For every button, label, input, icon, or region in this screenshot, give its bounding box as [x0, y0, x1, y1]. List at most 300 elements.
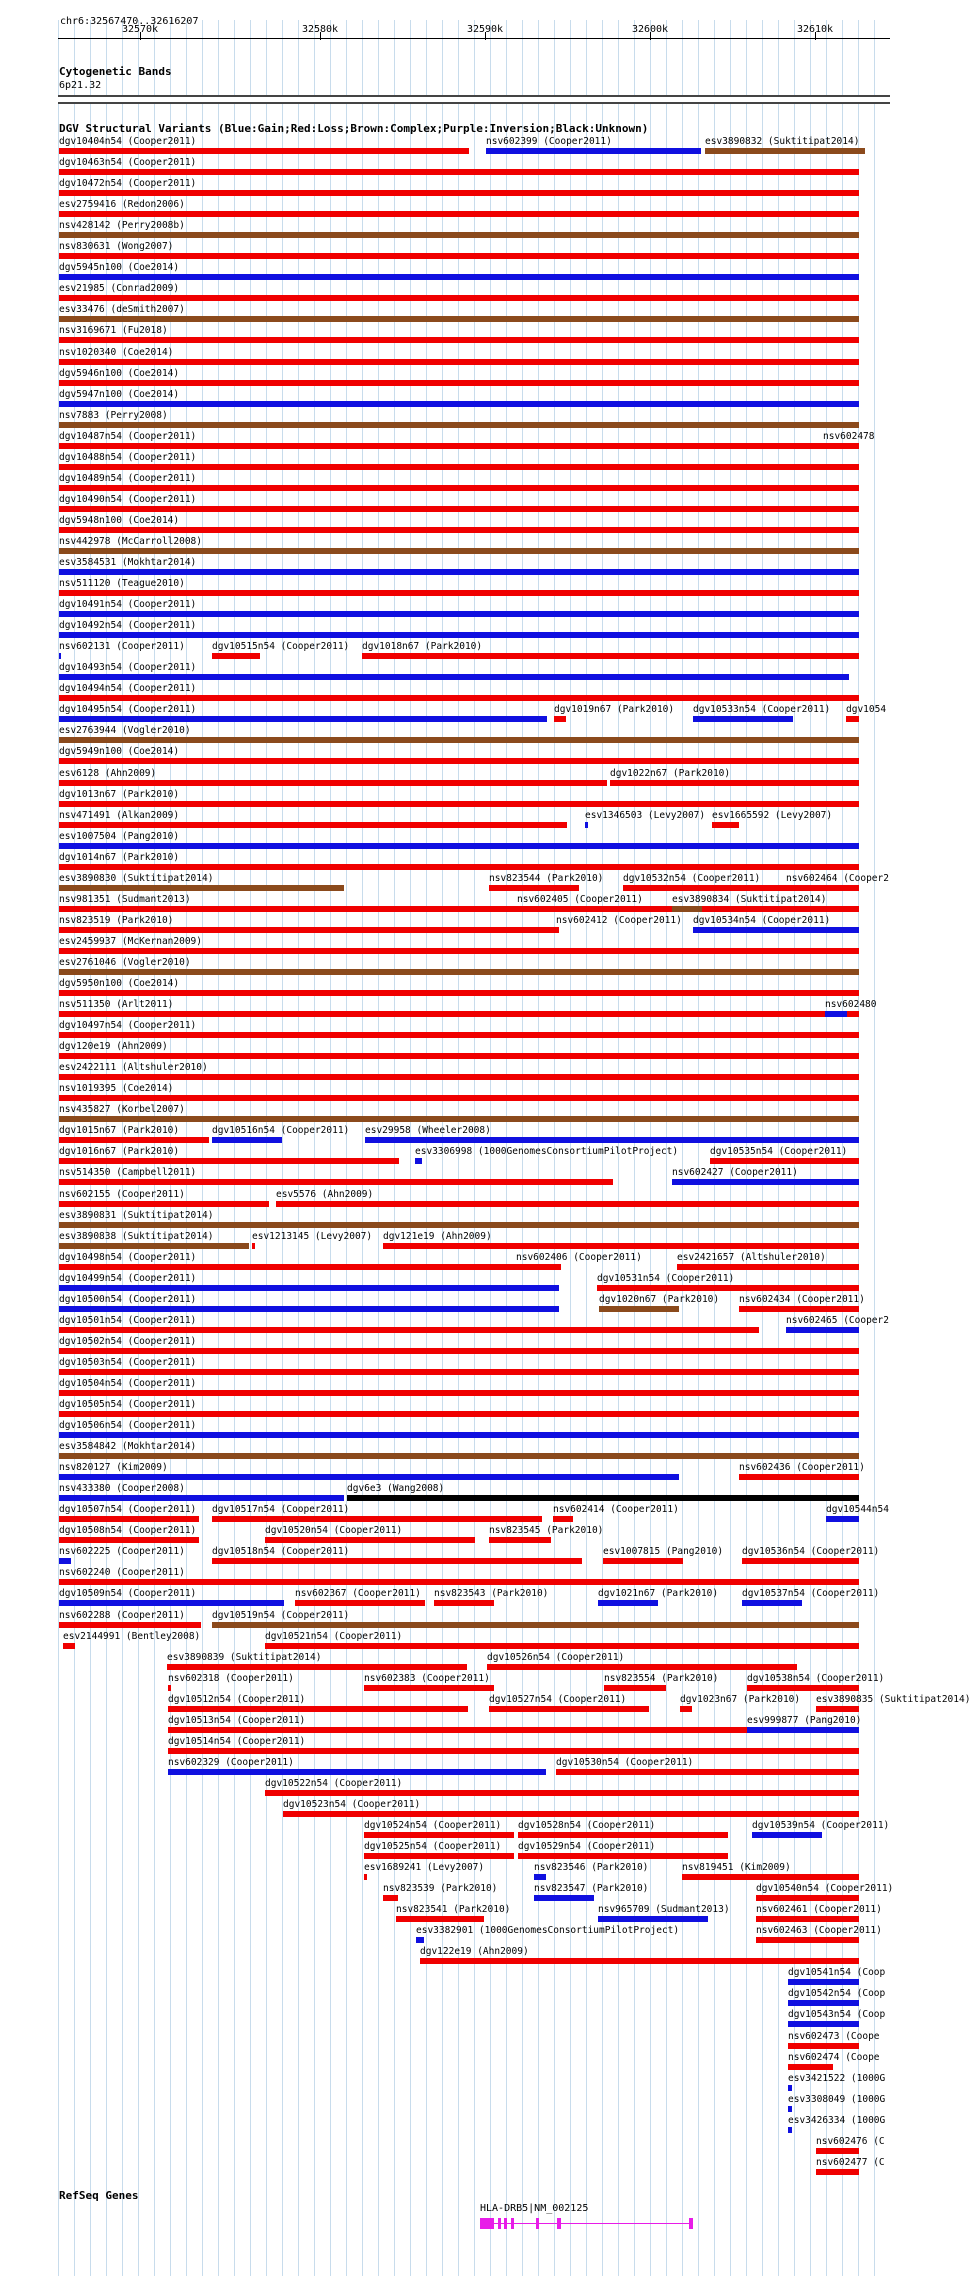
sv-feature-bar[interactable]	[59, 1453, 859, 1459]
gene-exon[interactable]	[536, 2218, 539, 2229]
sv-feature-bar[interactable]	[747, 1727, 859, 1733]
sv-feature-bar[interactable]	[167, 1664, 467, 1670]
sv-feature-bar[interactable]	[59, 1474, 679, 1480]
sv-feature-label[interactable]: nsv1020340 (Coe2014)	[59, 346, 174, 358]
sv-feature-label[interactable]: dgv10529n54 (Cooper2011)	[518, 1841, 656, 1853]
sv-feature-bar[interactable]	[276, 1201, 859, 1207]
sv-feature-bar[interactable]	[487, 1664, 797, 1670]
sv-feature-bar[interactable]	[788, 1979, 859, 1985]
sv-feature-label[interactable]: dgv10532n54 (Cooper2011)	[623, 872, 761, 884]
sv-feature-label[interactable]: dgv10507n54 (Cooper2011)	[59, 1504, 197, 1516]
sv-feature-bar[interactable]	[59, 422, 859, 428]
sv-feature-bar[interactable]	[742, 1600, 802, 1606]
sv-feature-bar[interactable]	[486, 148, 701, 154]
sv-feature-bar[interactable]	[597, 1285, 859, 1291]
sv-feature-label[interactable]: nsv514350 (Campbell2011)	[59, 1167, 197, 1179]
sv-feature-label[interactable]: dgv10491n54 (Cooper2011)	[59, 599, 197, 611]
sv-feature-label[interactable]: nsv823539 (Park2010)	[383, 1883, 498, 1895]
sv-feature-label[interactable]: nsv602367 (Cooper2011)	[295, 1588, 421, 1600]
sv-feature-label[interactable]: esv3890830 (Suktitipat2014)	[59, 872, 214, 884]
sv-feature-bar[interactable]	[168, 1685, 171, 1691]
sv-feature-label[interactable]: dgv10488n54 (Cooper2011)	[59, 451, 197, 463]
sv-feature-label[interactable]: dgv10501n54 (Cooper2011)	[59, 1314, 197, 1326]
sv-feature-label[interactable]: esv2761046 (Vogler2010)	[59, 956, 191, 968]
sv-feature-bar[interactable]	[585, 822, 588, 828]
sv-feature-label[interactable]: nsv428142 (Perry2008b)	[59, 220, 185, 232]
sv-feature-label[interactable]: esv2144991 (Bentley2008)	[63, 1630, 201, 1642]
sv-feature-label[interactable]: dgv10509n54 (Cooper2011)	[59, 1588, 197, 1600]
sv-feature-label[interactable]: dgv5949n100 (Coe2014)	[59, 746, 180, 758]
sv-feature-label[interactable]: esv3890835 (Suktitipat2014)	[816, 1693, 970, 1705]
sv-feature-label[interactable]: nsv602383 (Cooper2011)	[364, 1672, 490, 1684]
sv-feature-bar[interactable]	[59, 1179, 613, 1185]
sv-feature-bar[interactable]	[705, 148, 865, 154]
sv-feature-label[interactable]: esv2421657 (Altshuler2010)	[677, 1251, 826, 1263]
sv-feature-label[interactable]: dgv10531n54 (Cooper2011)	[597, 1272, 735, 1284]
sv-feature-label[interactable]: esv3382901 (1000GenomesConsortiumPilotProject)	[416, 1925, 680, 1937]
sv-feature-bar[interactable]	[59, 1032, 859, 1038]
sv-feature-bar[interactable]	[489, 1537, 551, 1543]
sv-feature-bar[interactable]	[59, 401, 859, 407]
sv-feature-label[interactable]: dgv10463n54 (Cooper2011)	[59, 157, 197, 169]
sv-feature-bar[interactable]	[59, 1137, 209, 1143]
sv-feature-bar[interactable]	[598, 1916, 708, 1922]
sv-feature-label[interactable]: dgv10404n54 (Cooper2011)	[59, 136, 197, 147]
sv-feature-label[interactable]: dgv10499n54 (Cooper2011)	[59, 1272, 197, 1284]
sv-feature-label[interactable]: dgv10503n54 (Cooper2011)	[59, 1356, 197, 1368]
sv-feature-bar[interactable]	[59, 506, 859, 512]
sv-feature-bar[interactable]	[59, 1432, 859, 1438]
sv-feature-bar[interactable]	[415, 1158, 422, 1164]
sv-feature-bar[interactable]	[59, 695, 859, 701]
sv-feature-label[interactable]: dgv10524n54 (Cooper2011)	[364, 1820, 502, 1831]
sv-feature-bar[interactable]	[517, 906, 537, 912]
sv-feature-bar[interactable]	[788, 2000, 859, 2006]
sv-feature-bar[interactable]	[672, 906, 702, 912]
sv-feature-label[interactable]: dgv10500n54 (Cooper2011)	[59, 1293, 197, 1305]
sv-feature-label[interactable]: nsv602318 (Cooper2011)	[168, 1672, 294, 1684]
sv-feature-label[interactable]: nsv3169671 (Fu2018)	[59, 325, 168, 337]
sv-feature-bar[interactable]	[556, 1769, 859, 1775]
sv-feature-bar[interactable]	[823, 443, 843, 449]
sv-feature-bar[interactable]	[59, 464, 859, 470]
sv-feature-bar[interactable]	[59, 948, 859, 954]
sv-feature-bar[interactable]	[59, 990, 859, 996]
sv-feature-bar[interactable]	[603, 1558, 683, 1564]
sv-feature-label[interactable]: nsv965709 (Sudmant2013)	[598, 1904, 730, 1916]
sv-feature-bar[interactable]	[825, 1011, 847, 1017]
sv-feature-bar[interactable]	[59, 380, 859, 386]
sv-feature-bar[interactable]	[265, 1790, 859, 1796]
sv-feature-bar[interactable]	[59, 359, 859, 365]
sv-feature-bar[interactable]	[59, 1074, 859, 1080]
sv-feature-label[interactable]: nsv823543 (Park2010)	[434, 1588, 549, 1600]
sv-feature-bar[interactable]	[383, 1895, 398, 1901]
sv-feature-bar[interactable]	[59, 253, 859, 259]
sv-feature-label[interactable]: dgv1021n67 (Park2010)	[598, 1588, 719, 1600]
sv-feature-bar[interactable]	[554, 716, 566, 722]
sv-feature-bar[interactable]	[59, 1306, 559, 1312]
sv-feature-label[interactable]: nsv602131 (Cooper2011)	[59, 641, 185, 653]
sv-feature-bar[interactable]	[59, 1201, 269, 1207]
sv-feature-label[interactable]: nsv602480	[825, 999, 877, 1011]
sv-feature-label[interactable]: nsv602399 (Cooper2011)	[486, 136, 612, 147]
sv-feature-bar[interactable]	[489, 885, 579, 891]
sv-feature-bar[interactable]	[59, 885, 344, 891]
sv-feature-label[interactable]: nsv433380 (Cooper2008)	[59, 1483, 185, 1495]
sv-feature-bar[interactable]	[364, 1685, 494, 1691]
sv-feature-bar[interactable]	[59, 1011, 859, 1017]
gene-exon[interactable]	[557, 2218, 561, 2229]
sv-feature-label[interactable]: nsv823519 (Park2010)	[59, 914, 174, 926]
sv-feature-label[interactable]: esv2459937 (McKernan2009)	[59, 935, 202, 947]
sv-feature-bar[interactable]	[265, 1643, 859, 1649]
sv-feature-bar[interactable]	[265, 1537, 475, 1543]
sv-feature-label[interactable]: dgv10536n54 (Cooper2011)	[742, 1546, 880, 1558]
sv-feature-bar[interactable]	[416, 1937, 424, 1943]
sv-feature-label[interactable]: nsv602406 (Cooper2011)	[516, 1251, 642, 1263]
sv-feature-bar[interactable]	[59, 1516, 199, 1522]
sv-feature-label[interactable]: esv2763944 (Vogler2010)	[59, 725, 191, 737]
sv-feature-label[interactable]: nsv602461 (Cooper2011)	[756, 1904, 882, 1916]
sv-feature-bar[interactable]	[362, 653, 859, 659]
sv-feature-bar[interactable]	[212, 1516, 542, 1522]
sv-feature-label[interactable]: dgv10523n54 (Cooper2011)	[283, 1798, 421, 1810]
sv-feature-label[interactable]: esv5576 (Ahn2009)	[276, 1188, 374, 1200]
sv-feature-bar[interactable]	[59, 148, 469, 154]
sv-feature-bar[interactable]	[168, 1769, 546, 1775]
sv-feature-label[interactable]: dgv1022n67 (Park2010)	[610, 767, 731, 779]
sv-feature-bar[interactable]	[788, 2021, 859, 2027]
sv-feature-bar[interactable]	[788, 2127, 792, 2133]
sv-feature-bar[interactable]	[516, 1264, 561, 1270]
sv-feature-label[interactable]: dgv10495n54 (Cooper2011)	[59, 704, 197, 716]
sv-feature-label[interactable]: nsv602412 (Cooper2011)	[556, 914, 682, 926]
sv-feature-label[interactable]: dgv5945n100 (Coe2014)	[59, 262, 180, 274]
sv-feature-label[interactable]: dgv10493n54 (Cooper2011)	[59, 662, 197, 674]
sv-feature-bar[interactable]	[63, 1643, 75, 1649]
sv-feature-label[interactable]: nsv820127 (Kim2009)	[59, 1462, 168, 1474]
sv-feature-bar[interactable]	[59, 1095, 859, 1101]
gene-exon[interactable]	[480, 2218, 494, 2229]
sv-feature-label[interactable]: nsv602434 (Cooper2011)	[739, 1293, 865, 1305]
sv-feature-label[interactable]: esv2422111 (Altshuler2010)	[59, 1062, 208, 1074]
sv-feature-label[interactable]: esv3584842 (Mokhtar2014)	[59, 1441, 197, 1453]
sv-feature-bar[interactable]	[59, 274, 859, 280]
sv-feature-label[interactable]: nsv823541 (Park2010)	[396, 1904, 511, 1916]
sv-feature-bar[interactable]	[59, 1158, 399, 1164]
sv-feature-label[interactable]: esv3890832 (Suktitipat2014)	[705, 136, 860, 147]
sv-feature-bar[interactable]	[59, 316, 859, 322]
sv-feature-bar[interactable]	[383, 1243, 859, 1249]
sv-feature-label[interactable]: nsv511120 (Teague2010)	[59, 578, 185, 590]
sv-feature-label[interactable]: esv33476 (deSmith2007)	[59, 304, 185, 316]
sv-feature-label[interactable]: dgv10530n54 (Cooper2011)	[556, 1756, 694, 1768]
sv-feature-label[interactable]: nsv7883 (Perry2008)	[59, 409, 168, 421]
gene-exon[interactable]	[504, 2218, 507, 2229]
sv-feature-label[interactable]: esv3584531 (Mokhtar2014)	[59, 557, 197, 568]
sv-feature-label[interactable]: dgv1020n67 (Park2010)	[599, 1293, 720, 1305]
sv-feature-label[interactable]: nsv602474 (Coope	[788, 2051, 880, 2063]
sv-feature-label[interactable]: dgv5948n100 (Coe2014)	[59, 514, 180, 526]
sv-feature-bar[interactable]	[59, 653, 61, 659]
sv-feature-label[interactable]: dgv6e3 (Wang2008)	[347, 1483, 445, 1495]
sv-feature-bar[interactable]	[747, 1685, 859, 1691]
sv-feature-bar[interactable]	[59, 295, 859, 301]
sv-feature-bar[interactable]	[59, 590, 859, 596]
sv-feature-label[interactable]: nsv602477 (C	[816, 2156, 885, 2168]
sv-feature-bar[interactable]	[59, 906, 859, 912]
sv-feature-bar[interactable]	[59, 337, 859, 343]
sv-feature-bar[interactable]	[788, 2085, 792, 2091]
sv-feature-label[interactable]: esv3308049 (1000G	[788, 2093, 886, 2105]
sv-feature-bar[interactable]	[364, 1853, 514, 1859]
sv-feature-label[interactable]: dgv1023n67 (Park2010)	[680, 1693, 801, 1705]
sv-feature-bar[interactable]	[59, 527, 859, 533]
sv-feature-bar[interactable]	[786, 885, 859, 891]
sv-feature-bar[interactable]	[252, 1243, 255, 1249]
sv-feature-bar[interactable]	[59, 1558, 71, 1564]
sv-feature-label[interactable]: dgv10520n54 (Cooper2011)	[265, 1525, 403, 1537]
sv-feature-bar[interactable]	[59, 632, 859, 638]
sv-feature-bar[interactable]	[610, 780, 859, 786]
sv-feature-label[interactable]: dgv10497n54 (Cooper2011)	[59, 1020, 197, 1032]
sv-feature-bar[interactable]	[396, 1916, 484, 1922]
sv-feature-bar[interactable]	[788, 2043, 859, 2049]
sv-feature-label[interactable]: dgv10528n54 (Cooper2011)	[518, 1820, 656, 1831]
sv-feature-label[interactable]: nsv442978 (McCarroll2008)	[59, 535, 202, 547]
sv-feature-label[interactable]: nsv602478	[823, 430, 875, 442]
sv-feature-label[interactable]: dgv10517n54 (Cooper2011)	[212, 1504, 350, 1516]
sv-feature-label[interactable]: dgv1019n67 (Park2010)	[554, 704, 675, 716]
sv-feature-label[interactable]: dgv5947n100 (Coe2014)	[59, 388, 180, 400]
sv-feature-label[interactable]: dgv10533n54 (Cooper2011)	[693, 704, 831, 716]
sv-feature-bar[interactable]	[59, 1537, 199, 1543]
sv-feature-label[interactable]: dgv122e19 (Ahn2009)	[420, 1946, 529, 1958]
sv-feature-label[interactable]: esv1007504 (Pang2010)	[59, 830, 180, 842]
sv-feature-bar[interactable]	[59, 1600, 284, 1606]
sv-feature-bar[interactable]	[59, 927, 559, 933]
sv-feature-bar[interactable]	[672, 1179, 859, 1185]
sv-feature-label[interactable]: nsv435827 (Korbel2007)	[59, 1104, 185, 1116]
sv-feature-label[interactable]: dgv10505n54 (Cooper2011)	[59, 1399, 197, 1410]
gene-exon[interactable]	[511, 2218, 514, 2229]
sv-feature-label[interactable]: esv6128 (Ahn2009)	[59, 767, 157, 779]
sv-feature-label[interactable]: dgv10515n54 (Cooper2011)	[212, 641, 350, 653]
sv-feature-bar[interactable]	[518, 1832, 728, 1838]
sv-feature-bar[interactable]	[712, 822, 739, 828]
sv-feature-bar[interactable]	[756, 1916, 859, 1922]
sv-feature-bar[interactable]	[739, 1474, 859, 1480]
sv-feature-bar[interactable]	[59, 758, 859, 764]
sv-feature-bar[interactable]	[59, 169, 859, 175]
sv-feature-label[interactable]: dgv5950n100 (Coe2014)	[59, 978, 180, 989]
sv-feature-label[interactable]: dgv10522n54 (Cooper2011)	[265, 1777, 403, 1789]
sv-feature-label[interactable]: dgv10521n54 (Cooper2011)	[265, 1630, 403, 1642]
sv-feature-label[interactable]: nsv602405 (Cooper2011)	[517, 893, 643, 905]
sv-feature-label[interactable]: nsv602436 (Cooper2011)	[739, 1462, 865, 1474]
sv-feature-label[interactable]: esv3306998 (1000GenomesConsortiumPilotProject)	[415, 1146, 679, 1158]
sv-feature-bar[interactable]	[59, 611, 859, 617]
sv-feature-label[interactable]: nsv602427 (Cooper2011)	[672, 1167, 798, 1179]
sv-feature-label[interactable]: dgv10542n54 (Coop	[788, 1988, 886, 2000]
sv-feature-bar[interactable]	[786, 1327, 859, 1333]
sv-feature-bar[interactable]	[59, 969, 859, 975]
sv-feature-label[interactable]: dgv10540n54 (Cooper2011)	[756, 1883, 894, 1895]
sv-feature-label[interactable]: esv1346503 (Levy2007)	[585, 809, 706, 821]
sv-feature-bar[interactable]	[59, 1390, 859, 1396]
sv-feature-bar[interactable]	[59, 232, 859, 238]
sv-feature-bar[interactable]	[556, 927, 559, 933]
sv-feature-label[interactable]: dgv10492n54 (Cooper2011)	[59, 620, 197, 632]
sv-feature-label[interactable]: esv3890834 (Suktitipat2014)	[672, 893, 827, 905]
sv-feature-label[interactable]: dgv10516n54 (Cooper2011)	[212, 1125, 350, 1137]
sv-feature-bar[interactable]	[365, 1137, 859, 1143]
sv-feature-bar[interactable]	[347, 1495, 859, 1501]
sv-feature-bar[interactable]	[816, 1706, 859, 1712]
sv-feature-bar[interactable]	[489, 1706, 649, 1712]
sv-feature-label[interactable]: dgv10525n54 (Cooper2011)	[364, 1841, 502, 1853]
sv-feature-label[interactable]: esv3890831 (Suktitipat2014)	[59, 1209, 214, 1221]
sv-feature-bar[interactable]	[59, 1579, 859, 1585]
sv-feature-label[interactable]: esv3426334 (1000G	[788, 2114, 886, 2126]
sv-feature-label[interactable]: nsv602465 (Cooper2	[786, 1314, 889, 1326]
sv-feature-label[interactable]: esv1689241 (Levy2007)	[364, 1862, 485, 1874]
sv-feature-label[interactable]: dgv120e19 (Ahn2009)	[59, 1041, 168, 1053]
sv-feature-bar[interactable]	[59, 822, 567, 828]
sv-feature-label[interactable]: nsv602464 (Cooper2	[786, 872, 889, 884]
sv-feature-label[interactable]: dgv10527n54 (Cooper2011)	[489, 1693, 627, 1705]
sv-feature-bar[interactable]	[59, 443, 859, 449]
sv-feature-label[interactable]: nsv602463 (Cooper2011)	[756, 1925, 882, 1937]
sv-feature-label[interactable]: esv3890838 (Suktitipat2014)	[59, 1230, 214, 1242]
sv-feature-bar[interactable]	[677, 1264, 859, 1270]
sv-feature-label[interactable]: nsv602329 (Cooper2011)	[168, 1756, 294, 1768]
sv-feature-label[interactable]: dgv1054	[846, 704, 887, 716]
sv-feature-bar[interactable]	[59, 1348, 859, 1354]
sv-feature-label[interactable]: dgv10506n54 (Cooper2011)	[59, 1420, 197, 1432]
sv-feature-label[interactable]: nsv823546 (Park2010)	[534, 1862, 649, 1874]
sv-feature-bar[interactable]	[788, 2106, 792, 2112]
gene-label[interactable]: HLA-DRB5|NM_002125	[480, 2203, 589, 2214]
sv-feature-bar[interactable]	[283, 1811, 859, 1817]
sv-feature-label[interactable]: dgv10526n54 (Cooper2011)	[487, 1651, 625, 1663]
sv-feature-label[interactable]: dgv10513n54 (Cooper2011)	[168, 1714, 306, 1726]
sv-feature-label[interactable]: dgv10472n54 (Cooper2011)	[59, 178, 197, 190]
sv-feature-bar[interactable]	[518, 1853, 728, 1859]
sv-feature-bar[interactable]	[680, 1706, 692, 1712]
sv-feature-label[interactable]: dgv10489n54 (Cooper2011)	[59, 472, 197, 484]
sv-feature-bar[interactable]	[752, 1832, 822, 1838]
sv-feature-label[interactable]: nsv823544 (Park2010)	[489, 872, 604, 884]
ruler[interactable]	[58, 24, 890, 46]
sv-feature-label[interactable]: nsv602476 (C	[816, 2135, 885, 2147]
sv-feature-label[interactable]: nsv819451 (Kim2009)	[682, 1862, 791, 1874]
sv-feature-label[interactable]: dgv10487n54 (Cooper2011)	[59, 430, 197, 442]
sv-feature-label[interactable]: dgv10541n54 (Coop	[788, 1967, 886, 1979]
sv-feature-bar[interactable]	[604, 1685, 666, 1691]
sv-feature-bar[interactable]	[59, 864, 859, 870]
sv-feature-label[interactable]: nsv830631 (Wong2007)	[59, 241, 174, 253]
sv-feature-label[interactable]: esv3421522 (1000G	[788, 2072, 886, 2084]
sv-feature-bar[interactable]	[59, 211, 859, 217]
sv-feature-bar[interactable]	[59, 674, 849, 680]
sv-feature-bar[interactable]	[693, 927, 859, 933]
sv-feature-bar[interactable]	[756, 1937, 859, 1943]
sv-feature-bar[interactable]	[168, 1706, 468, 1712]
sv-feature-bar[interactable]	[816, 2148, 859, 2154]
sv-feature-label[interactable]: dgv10534n54 (Cooper2011)	[693, 914, 831, 926]
sv-feature-label[interactable]: dgv10498n54 (Cooper2011)	[59, 1251, 197, 1263]
sv-feature-bar[interactable]	[59, 190, 859, 196]
sv-feature-label[interactable]: nsv602225 (Cooper2011)	[59, 1546, 185, 1558]
sv-feature-label[interactable]: nsv602155 (Cooper2011)	[59, 1188, 185, 1200]
sv-feature-label[interactable]: dgv1014n67 (Park2010)	[59, 851, 180, 863]
sv-feature-label[interactable]: nsv602414 (Cooper2011)	[553, 1504, 679, 1516]
sv-feature-bar[interactable]	[59, 1369, 859, 1375]
sv-feature-label[interactable]: dgv10490n54 (Cooper2011)	[59, 493, 197, 505]
sv-feature-bar[interactable]	[598, 1600, 658, 1606]
sv-feature-label[interactable]: nsv823554 (Park2010)	[604, 1672, 719, 1684]
sv-feature-label[interactable]: dgv10543n54 (Coop	[788, 2009, 886, 2021]
sv-feature-label[interactable]: nsv471491 (Alkan2009)	[59, 809, 180, 821]
sv-feature-bar[interactable]	[788, 2064, 833, 2070]
sv-feature-label[interactable]: dgv10514n54 (Cooper2011)	[168, 1735, 306, 1747]
sv-feature-label[interactable]: dgv1018n67 (Park2010)	[362, 641, 483, 653]
sv-feature-label[interactable]: nsv823545 (Park2010)	[489, 1525, 604, 1537]
sv-feature-label[interactable]: dgv1015n67 (Park2010)	[59, 1125, 180, 1137]
sv-feature-bar[interactable]	[364, 1832, 514, 1838]
sv-feature-label[interactable]: dgv10544n54	[826, 1504, 889, 1516]
sv-feature-bar[interactable]	[739, 1306, 859, 1312]
sv-feature-bar[interactable]	[553, 1516, 573, 1522]
sv-feature-bar[interactable]	[742, 1558, 859, 1564]
sv-feature-label[interactable]: dgv10535n54 (Cooper2011)	[710, 1146, 848, 1158]
sv-feature-label[interactable]: dgv1013n67 (Park2010)	[59, 788, 180, 800]
sv-feature-bar[interactable]	[59, 1495, 344, 1501]
sv-feature-bar[interactable]	[534, 1874, 546, 1880]
sv-feature-label[interactable]: dgv121e19 (Ahn2009)	[383, 1230, 492, 1242]
sv-feature-label[interactable]: nsv602240 (Cooper2011)	[59, 1567, 185, 1579]
gene-exon[interactable]	[689, 2218, 693, 2229]
sv-feature-bar[interactable]	[212, 1137, 282, 1143]
sv-feature-bar[interactable]	[534, 1895, 594, 1901]
gene-exon[interactable]	[498, 2218, 501, 2229]
sv-feature-label[interactable]: dgv10504n54 (Cooper2011)	[59, 1377, 197, 1389]
sv-feature-label[interactable]: nsv602288 (Cooper2011)	[59, 1609, 185, 1621]
sv-feature-bar[interactable]	[59, 1053, 859, 1059]
sv-feature-bar[interactable]	[59, 780, 607, 786]
sv-feature-bar[interactable]	[295, 1600, 425, 1606]
sv-feature-label[interactable]: dgv10494n54 (Cooper2011)	[59, 683, 197, 695]
sv-feature-bar[interactable]	[59, 1327, 759, 1333]
sv-feature-label[interactable]: dgv10538n54 (Cooper2011)	[747, 1672, 885, 1684]
sv-feature-bar[interactable]	[59, 1411, 859, 1417]
sv-feature-bar[interactable]	[756, 1895, 859, 1901]
sv-feature-label[interactable]: nsv823547 (Park2010)	[534, 1883, 649, 1895]
sv-feature-bar[interactable]	[59, 737, 859, 743]
sv-feature-bar[interactable]	[682, 1874, 859, 1880]
sv-feature-label[interactable]: nsv1019395 (Coe2014)	[59, 1083, 174, 1095]
sv-feature-label[interactable]: dgv10539n54 (Cooper2011)	[752, 1820, 890, 1831]
sv-feature-label[interactable]: dgv1016n67 (Park2010)	[59, 1146, 180, 1158]
sv-feature-bar[interactable]	[212, 1622, 859, 1628]
sv-feature-bar[interactable]	[59, 716, 547, 722]
sv-feature-label[interactable]: dgv10508n54 (Cooper2011)	[59, 1525, 197, 1537]
sv-feature-bar[interactable]	[59, 569, 859, 575]
sv-feature-label[interactable]: esv3890839 (Suktitipat2014)	[167, 1651, 322, 1663]
sv-feature-bar[interactable]	[59, 1222, 859, 1228]
